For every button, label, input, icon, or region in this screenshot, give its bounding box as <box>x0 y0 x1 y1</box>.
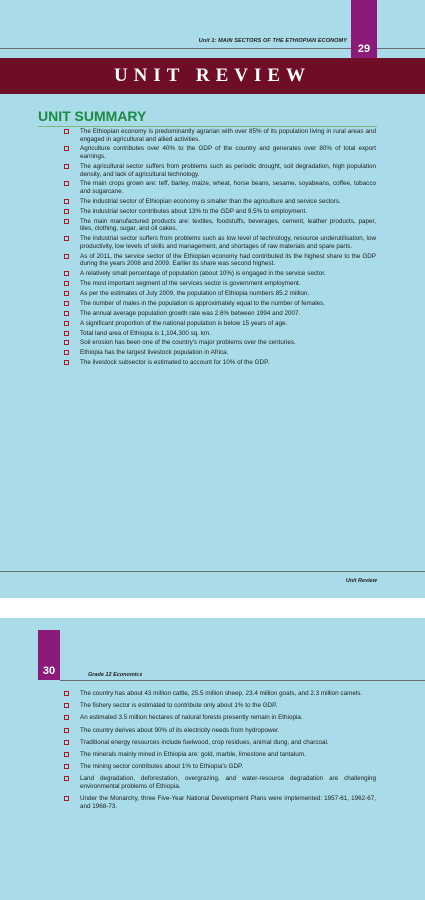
square-bullet-icon <box>64 164 69 169</box>
list-item-text: Agriculture contributes over 40% to the GDP of the country and generates over 80% of total export earnings. <box>80 145 376 161</box>
list-item <box>64 198 376 206</box>
square-bullet-icon <box>64 703 69 708</box>
square-bullet-icon <box>64 340 69 345</box>
list-item <box>64 300 376 308</box>
list-item <box>64 359 376 367</box>
square-bullet-icon <box>64 209 69 214</box>
list-item-text: As of 2011, the service sector of the Ethiopian economy had contributed its the highest share to the GDP during the years 2008 and 2009. Earlier its share was second highest. <box>80 252 376 268</box>
page-number-tab <box>38 630 60 680</box>
list-item <box>64 775 376 790</box>
list-item-text: The annual average population growth rate was 2.6% between 1994 and 2007. <box>80 309 301 317</box>
list-item <box>64 763 376 771</box>
list-item <box>64 290 376 298</box>
list-item-text: An estimated 3.5 million hectares of natural forests presently remain in Ethiopia. <box>80 714 303 722</box>
list-item-text: The main crops grown are: teff, barley, maize, wheat, horse beans, sesame, soyabeans, coffee, tobacco and sugarcane. <box>80 180 376 196</box>
list-item-text: A significant proportion of the national population is below 15 years of age. <box>80 319 288 327</box>
summary-list-continued <box>64 690 376 815</box>
list-item-text: Ethiopia has the largest livestock population in Africa. <box>80 349 229 357</box>
list-item <box>64 690 376 698</box>
list-item <box>64 320 376 328</box>
square-bullet-icon <box>64 311 69 316</box>
list-item <box>64 235 376 250</box>
list-item-text: The Ethiopian economy is predominantly agrarian with over 85% of its population living in rural areas and engaged in agricultural and allied activities. <box>80 128 376 143</box>
square-bullet-icon <box>64 301 69 306</box>
page-footer: Unit Review <box>345 578 377 584</box>
page-number: 30 <box>42 665 56 677</box>
list-item-text: The industrial sector suffers from problems such as low level of technology, resource underutilisation, low productivity, low levels of skills and management, and shortages of raw materials and spare parts. <box>80 235 376 250</box>
footer-rule <box>0 571 425 572</box>
square-bullet-icon <box>64 796 69 801</box>
page-30 <box>0 618 425 900</box>
list-item-text: The minerals mainly mined in Ethiopia are: gold, marble, limestone and tantalum. <box>80 750 306 758</box>
list-item-text: A relatively small percentage of population (about 10%) is engaged in the service sector. <box>80 270 326 278</box>
summary-list <box>64 128 376 369</box>
square-bullet-icon <box>64 728 69 733</box>
square-bullet-icon <box>64 181 69 186</box>
list-item-text: Soil erosion has been one of the country's major problems over the centuries. <box>80 339 296 347</box>
list-item-text: The livestock subsector is estimated to account for 10% of the GDP. <box>80 359 270 367</box>
list-item <box>64 163 376 178</box>
square-bullet-icon <box>64 691 69 696</box>
list-item <box>64 280 376 288</box>
list-item-text: The fishery sector is estimated to contribute only about 1% to the GDP. <box>80 702 278 710</box>
square-bullet-icon <box>64 291 69 296</box>
square-bullet-icon <box>64 776 69 781</box>
header-rule <box>60 680 425 681</box>
page-gap <box>0 598 425 618</box>
list-item <box>64 330 376 338</box>
list-item-text: The country has about 43 million cattle, 25.5 million sheep, 23.4 million goats, and 2.3 million camels. <box>80 690 363 697</box>
square-bullet-icon <box>64 740 69 745</box>
list-item-text: The country derives about 90% of its electricity needs from hydropower. <box>80 726 280 734</box>
list-item-text: Under the Monarchy, three Five-Year National Development Plans were implemented: 1957-61, 1962-67, and 1968-73. <box>80 795 376 810</box>
list-item <box>64 218 376 233</box>
list-item-text: The number of males in the population is approximately equal to the number of females. <box>80 299 326 307</box>
list-item-text: The industrial sector of Ethiopian economy is smaller than the agriculture and service sectors. <box>80 197 341 205</box>
list-item <box>64 128 376 143</box>
list-item <box>64 795 376 810</box>
square-bullet-icon <box>64 199 69 204</box>
list-item-text: The industrial sector contributes about 13% to the GDP and 9.5% to employment. <box>80 207 308 215</box>
page-number-tab <box>351 0 377 58</box>
list-item <box>64 145 376 160</box>
list-item <box>64 208 376 216</box>
list-item <box>64 310 376 318</box>
square-bullet-icon <box>64 236 69 241</box>
square-bullet-icon <box>64 331 69 336</box>
summary-rule <box>38 126 377 127</box>
list-item-text: Traditional energy resources include fuelwood, crop residues, animal dung, and charcoal. <box>80 738 329 746</box>
square-bullet-icon <box>64 715 69 720</box>
list-item <box>64 751 376 759</box>
unit-summary-heading: UNIT SUMMARY <box>38 108 147 124</box>
list-item <box>64 339 376 347</box>
list-item-text: The mining sector contributes about 1% to Ethiopia's GDP. <box>80 763 244 771</box>
list-item <box>64 349 376 357</box>
square-bullet-icon <box>64 254 69 259</box>
square-bullet-icon <box>64 271 69 276</box>
square-bullet-icon <box>64 350 69 355</box>
list-item-text: Land degradation, deforestation, overgrazing, and water-resource degradation are challenging environmental problems of Ethiopia. <box>80 775 376 790</box>
page-number: 29 <box>357 43 371 55</box>
list-item-text: Total land area of Ethiopia is 1,104,300 sq. km. <box>80 329 211 337</box>
square-bullet-icon <box>64 321 69 326</box>
unit-review-title: UNIT REVIEW <box>113 65 312 86</box>
square-bullet-icon <box>64 752 69 757</box>
list-item <box>64 739 376 747</box>
square-bullet-icon <box>64 764 69 769</box>
list-item-text: The main manufactured products are: textiles, foodstuffs, beverages, cement, leather products, paper, tiles, clothing, sugar, and oil cakes. <box>80 217 376 233</box>
list-item <box>64 253 376 268</box>
list-item <box>64 702 376 710</box>
square-bullet-icon <box>64 219 69 224</box>
square-bullet-icon <box>64 146 69 151</box>
square-bullet-icon <box>64 129 69 134</box>
unit-review-banner <box>0 58 425 94</box>
square-bullet-icon <box>64 360 69 365</box>
list-item <box>64 270 376 278</box>
running-head: Unit 1: MAIN SECTORS OF THE ETHIOPIAN ECONOMY <box>198 38 347 44</box>
list-item-text: As per the estimates of July 2009, the population of Ethiopia numbers 85.2 million. <box>80 289 310 297</box>
list-item-text: The agricultural sector suffers from problems such as periodic drought, soil degradation, high population density, and lack of agricultural technology. <box>80 162 376 178</box>
running-head: Grade 12 Economics <box>88 672 143 678</box>
square-bullet-icon <box>64 281 69 286</box>
list-item-text: The most important segment of the services sector is government employment. <box>80 280 301 288</box>
list-item <box>64 727 376 735</box>
list-item <box>64 714 376 722</box>
list-item <box>64 180 376 195</box>
